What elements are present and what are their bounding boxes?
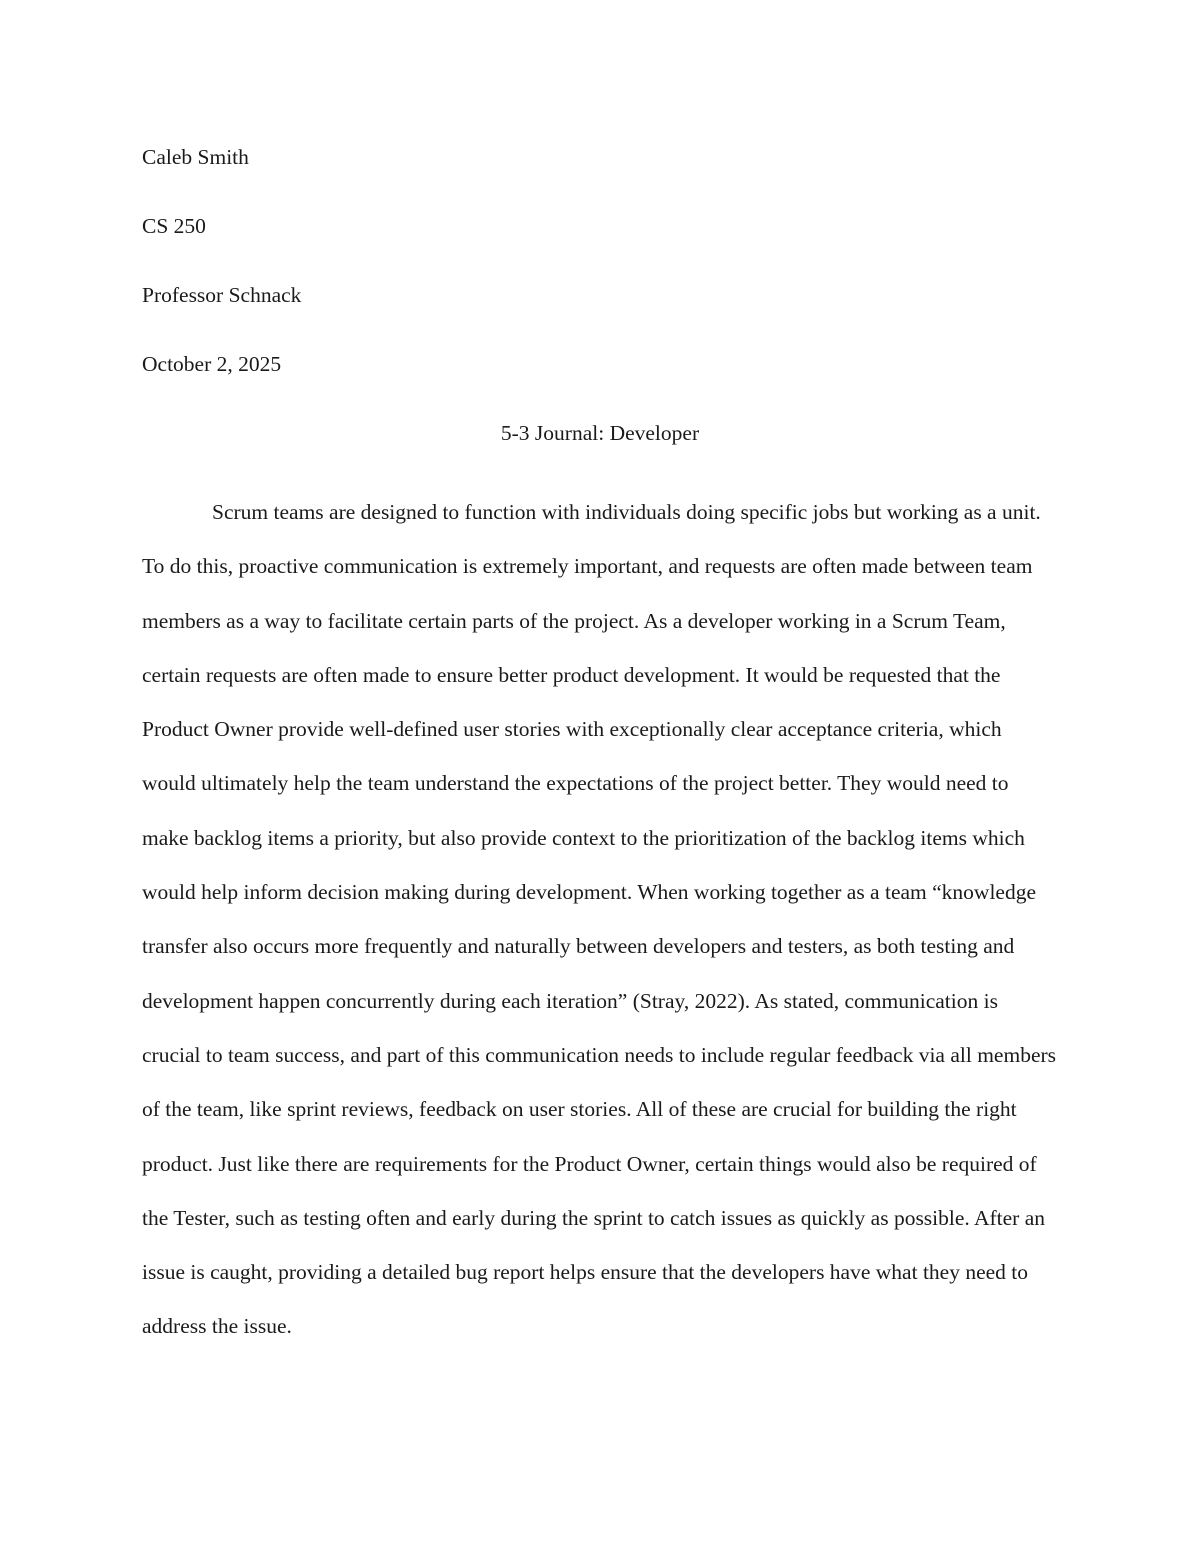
submission-date: October 2, 2025 xyxy=(142,352,282,376)
student-name: Caleb Smith xyxy=(142,145,249,169)
professor-name: Professor Schnack xyxy=(142,283,302,307)
document-content xyxy=(142,140,1058,1354)
body-paragraph: Scrum teams are designed to function with individuals doing specific jobs but working as a unit. To do this, proactive communication is extremely important, and requests are often made between team members as a way to facilitate certain parts of the project. As a developer working in a Scrum Team, certain requests are often made to ensure better product development. It would be requested that the Product Owner provide well-defined user stories with exceptionally clear acceptance criteria, which would ultimately help the team understand the expectations of the project better. They would need to make backlog items a priority, but also provide context to the prioritization of the backlog items which would help inform decision making during development. When working together as a team “knowledge transfer also occurs more frequently and naturally between developers and testers, as both testing and development happen concurrently during each iteration” (Stray, 2022). As stated, communication is crucial to team success, and part of this communication needs to include regular feedback via all members of the team, like sprint reviews, feedback on user stories. All of these are crucial for building the right product. Just like there are requirements for the Product Owner, certain things would also be required of the Tester, such as testing often and early during the sprint to catch issues as quickly as possible. After an issue is caught, providing a detailed bug report helps ensure that the developers have what they need to address the issue. xyxy=(142,500,1057,1339)
course-code: CS 250 xyxy=(142,214,206,238)
document-title: 5-3 Journal: Developer xyxy=(500,421,700,445)
